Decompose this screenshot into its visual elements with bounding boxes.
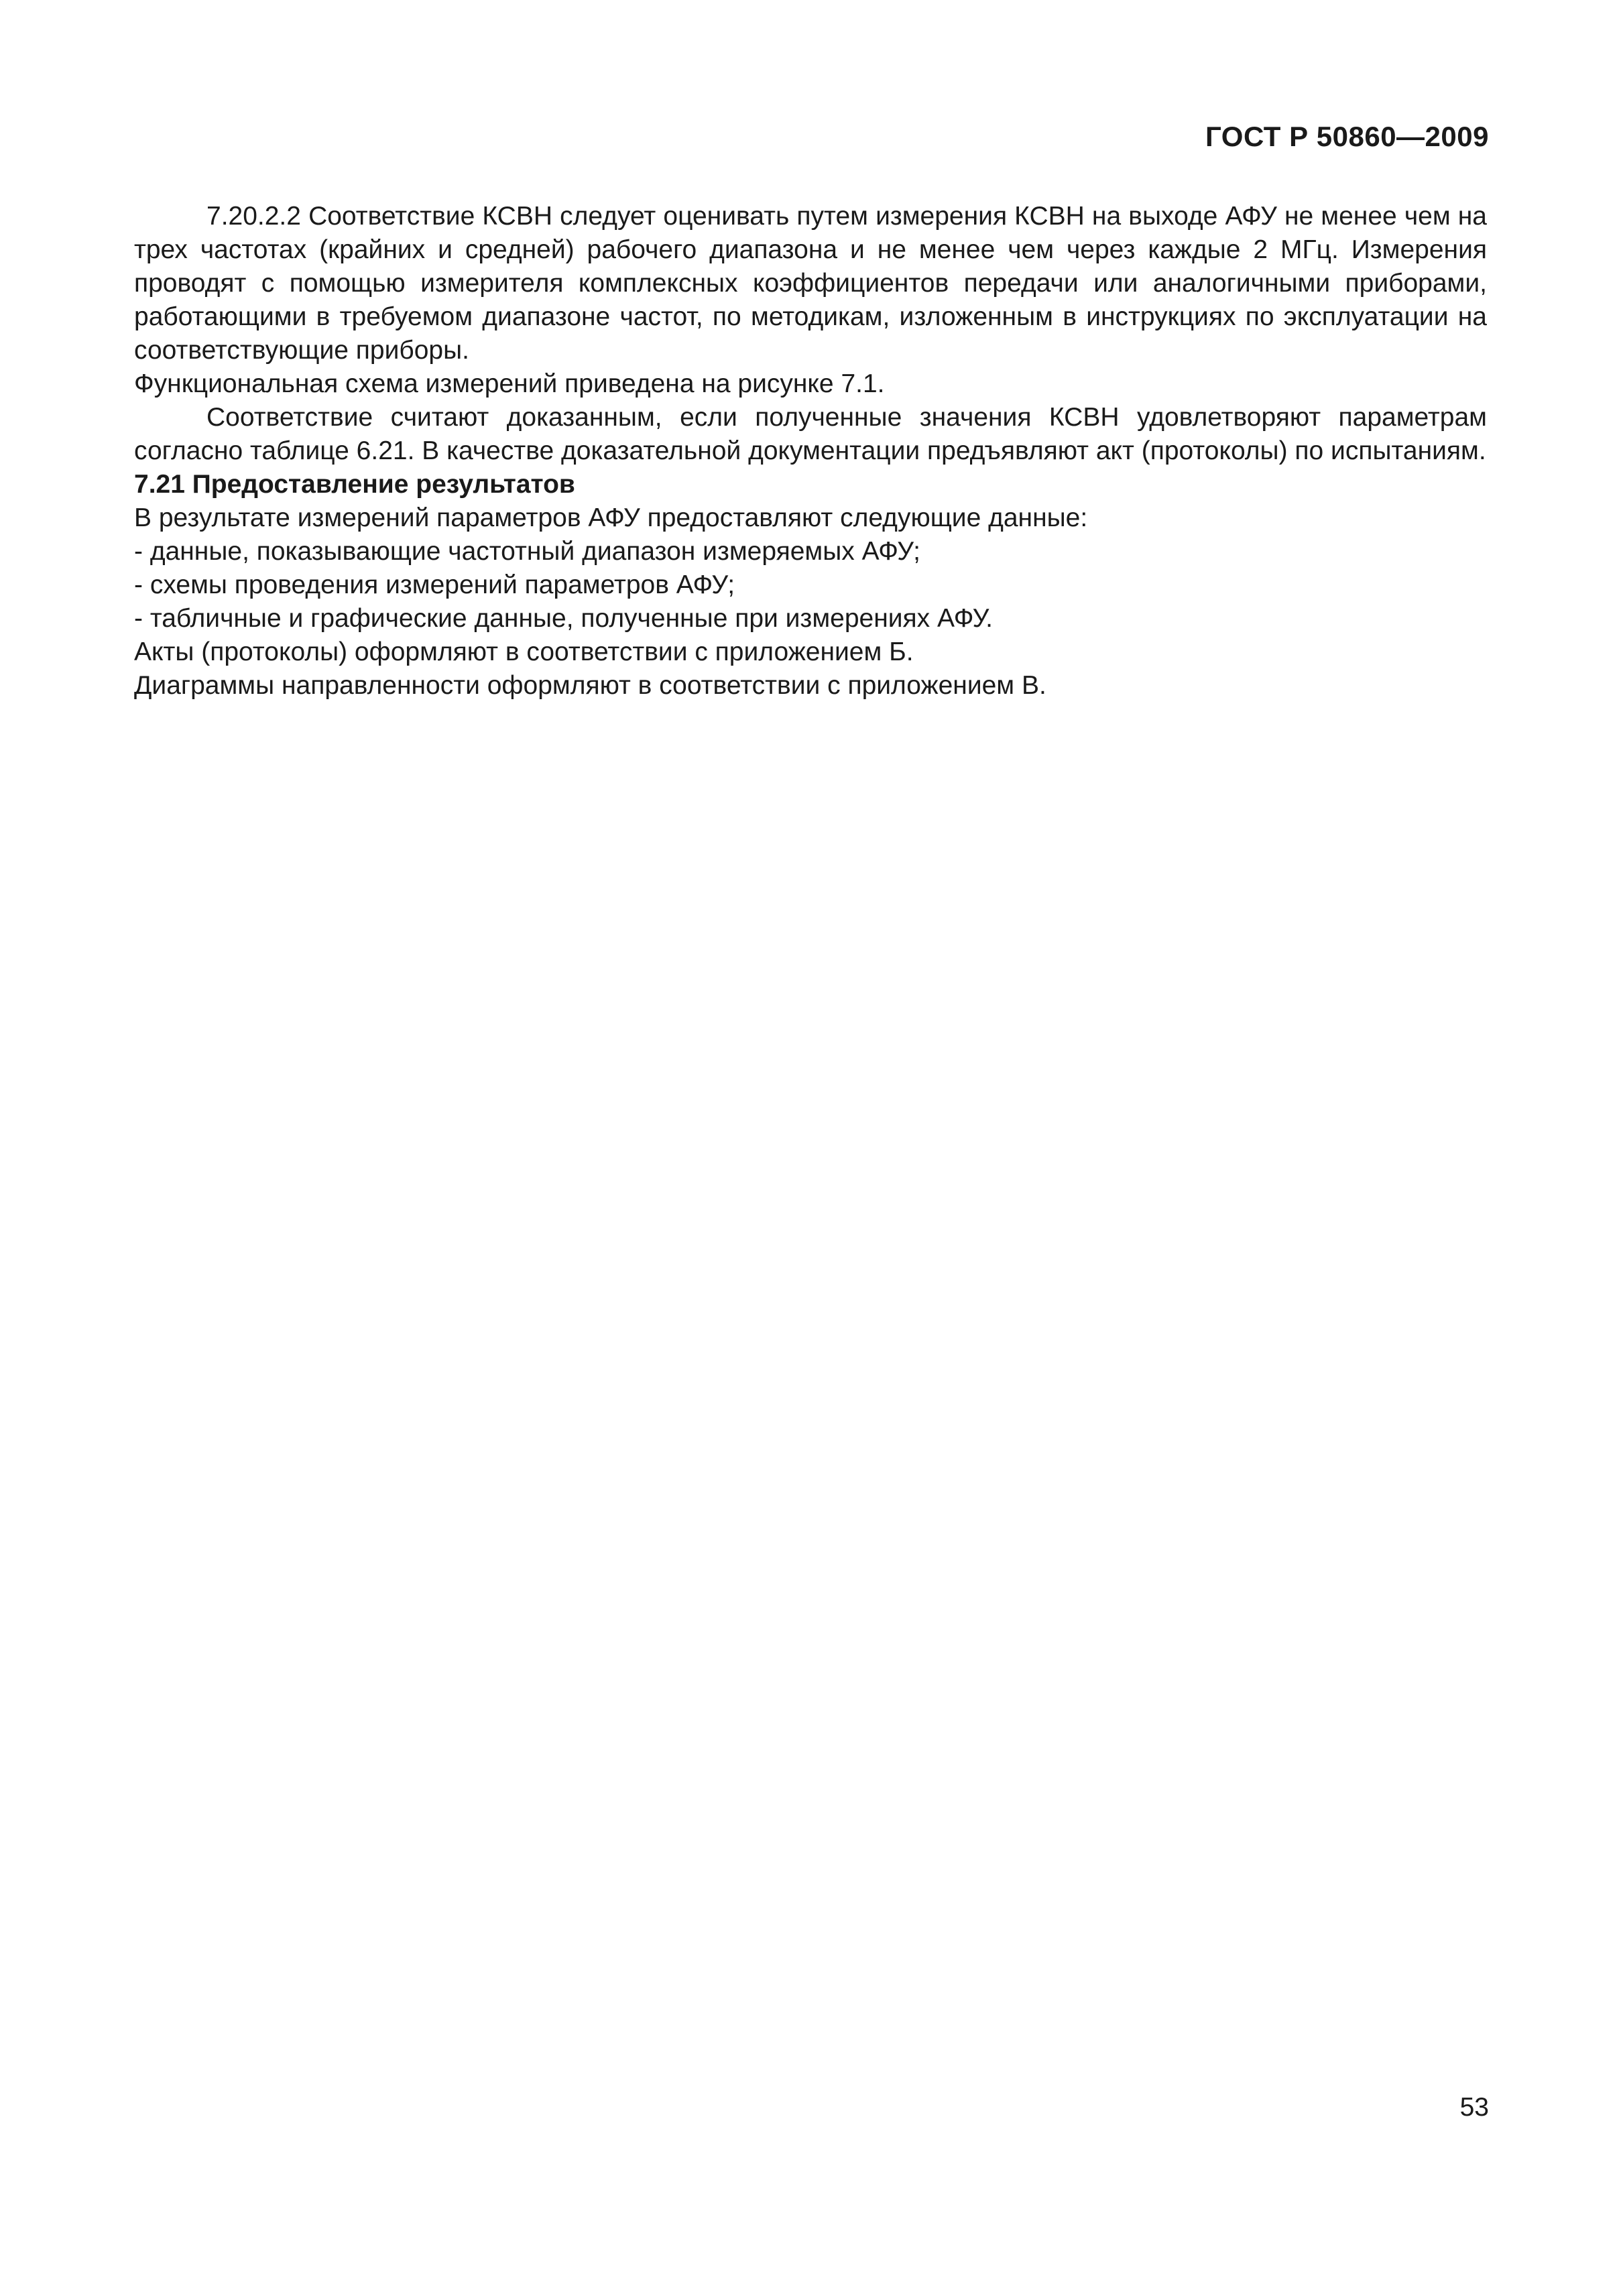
list-item: - табличные и графические данные, полученные при измерениях АФУ.	[134, 604, 994, 633]
paragraph-measurement-scheme: Функциональная схема измерений приведена на рисунке 7.1.	[134, 369, 885, 398]
page-number: 53	[1459, 2093, 1489, 2122]
list-item: - данные, показывающие частотный диапазон измеряемых АФУ;	[134, 537, 920, 566]
paragraph-diagrams: Диаграммы направленности оформляют в соответствии с приложением В.	[134, 671, 1046, 700]
document-body	[134, 200, 1487, 703]
paragraph-vswr-assessment: 7.20.2.2 Соответствие КСВН следует оценивать путем измерения КСВН на выходе АФУ не менее чем на трех частотах (крайних и средней) рабочего диапазона и не менее чем через каждые 2 МГц. Измерения проводят с помощью измерителя комплексных коэффициентов передачи или аналогичными приборами, работающими в требуемом диапазоне частот, по методикам, изложенным в инструкциях по эксплуатации на соответствующие приборы.	[134, 202, 1487, 365]
standard-header: ГОСТ Р 50860—2009	[1205, 121, 1489, 152]
section-heading: 7.21 Предоставление результатов	[134, 470, 575, 499]
section-intro: В результате измерений параметров АФУ предоставляют следующие данные:	[134, 503, 1088, 532]
paragraph-acts: Акты (протоколы) оформляют в соответствии с приложением Б.	[134, 638, 914, 666]
paragraph-compliance: Соответствие считают доказанным, если полученные значения КСВН удовлетворяют параметрам согласно таблице 6.21. В качестве доказательной документации предъявляют акт (протоколы) по испытаниям.	[134, 403, 1487, 465]
list-item: - схемы проведения измерений параметров АФУ;	[134, 570, 735, 599]
